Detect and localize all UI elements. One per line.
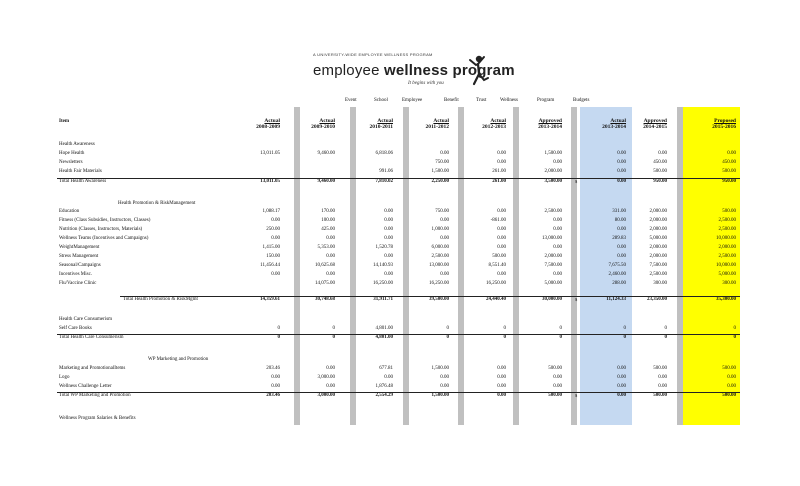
column-header (220, 118, 280, 130)
column-header-label: Actual (264, 118, 280, 124)
table-cell: 0.00 (384, 236, 393, 241)
table-cell: 1,876.48 (375, 384, 393, 389)
table-cell: 0.00 (326, 366, 335, 371)
table-cell: 5,000.00 (718, 272, 736, 277)
column-header (607, 118, 667, 130)
table-cell: 0.00 (440, 218, 449, 223)
table-cell: 0.00 (617, 254, 626, 259)
row-label: Fitness (Class Subsidies, Instructors, Classes) (59, 218, 151, 223)
table-cell: 23,350.00 (647, 297, 667, 302)
table-cell: 0 (623, 335, 626, 340)
row-label: Stress Management (59, 254, 99, 259)
table-cell: 13,011.05 (260, 179, 280, 184)
table-cell: 0.00 (658, 384, 667, 389)
total-rule (57, 334, 740, 335)
table-cell: 2,000.00 (649, 218, 667, 223)
table-cell: 1,520.78 (375, 245, 393, 250)
table-cell: 0.00 (384, 254, 393, 259)
table-cell: 500.00 (722, 209, 736, 214)
table-cell: 3,000.00 (317, 393, 335, 398)
table-cell: 0.00 (497, 151, 506, 156)
row-label: Hope Health (59, 151, 85, 156)
column-header-label: Actual (377, 118, 393, 124)
table-cell: 500.00 (722, 393, 736, 398)
table-cell: 0.00 (440, 384, 449, 389)
column-header-year: 2012-2013 (482, 124, 506, 130)
row-label: Total Health Care Consumerism (59, 335, 124, 340)
table-cell: 425.00 (321, 227, 335, 232)
table-cell: 1,000.00 (431, 227, 449, 232)
table-cell: 2,500.00 (649, 272, 667, 277)
row-label: Total Health Awareness (59, 179, 107, 184)
table-cell: 2,000.00 (544, 169, 562, 174)
table-cell: 2,500.00 (544, 209, 562, 214)
table-cell: 7,500.00 (544, 263, 562, 268)
column-header (389, 118, 449, 130)
table-cell: 2,000.00 (649, 245, 667, 250)
table-cell: 450.00 (722, 160, 736, 165)
column-header-year: 2013-2014 (602, 124, 626, 130)
column-header-label: Proposed (714, 118, 736, 124)
table-cell: 14,075.00 (315, 281, 335, 286)
row-label: Nutrition (Classes, Instructors, Materials) (59, 227, 143, 232)
column-header-year: 2009-2010 (311, 124, 335, 130)
row-label: Logo (59, 375, 70, 380)
table-cell: 500.00 (548, 393, 562, 398)
table-cell: 2,554.29 (375, 393, 393, 398)
caption-word: Event (345, 98, 357, 103)
row-label: Health Fair Materials (59, 169, 102, 174)
table-cell: 0.00 (384, 227, 393, 232)
table-cell: 16,250.00 (486, 281, 506, 286)
table-cell: 4,801.00 (375, 335, 393, 340)
table-cell: 0.00 (440, 151, 449, 156)
currency-symbol: $ (575, 297, 578, 302)
table-cell: 0.00 (271, 272, 280, 277)
table-cell: 261.00 (492, 169, 506, 174)
column-header (333, 118, 393, 130)
table-cell: 0 (446, 335, 449, 340)
table-cell: 0.00 (271, 384, 280, 389)
table-cell: 288.00 (612, 281, 626, 286)
table-cell: 0.00 (384, 209, 393, 214)
table-cell: 11,456.44 (260, 263, 280, 268)
table-cell: 1,500.00 (431, 366, 449, 371)
table-cell: 30,000.00 (542, 297, 562, 302)
table-cell: 0.00 (553, 384, 562, 389)
table-cell: 0.00 (658, 375, 667, 380)
table-cell: 0.00 (497, 160, 506, 165)
table-cell: 0.00 (553, 245, 562, 250)
table-cell: 9,460.00 (317, 179, 335, 184)
table-cell: 0.00 (384, 218, 393, 223)
row-label: Health Care Consumerism (59, 317, 113, 322)
table-cell: 7,675.50 (608, 263, 626, 268)
table-cell: 9,460.00 (317, 151, 335, 156)
column-header-label: Approved (643, 118, 667, 124)
table-cell: 31,911.71 (373, 297, 393, 302)
logo-tagline: It begins with you (408, 81, 444, 86)
table-cell: 991.06 (379, 169, 393, 174)
table-cell: 0.00 (727, 151, 736, 156)
table-cell: 14,140.93 (373, 263, 393, 268)
table-cell: 0 (733, 335, 736, 340)
table-cell: 500.00 (722, 169, 736, 174)
table-cell: 5,000.00 (649, 236, 667, 241)
table-cell: 0.00 (440, 272, 449, 277)
table-cell: 500.00 (492, 254, 506, 259)
row-label: Newsletters (59, 160, 83, 165)
table-cell: 500.00 (653, 393, 667, 398)
table-cell: 203.46 (266, 393, 280, 398)
table-cell: 0.00 (617, 169, 626, 174)
row-label: Wellness Challenge Letter (59, 384, 112, 389)
table-cell: 6,000.00 (431, 245, 449, 250)
table-cell: 0.00 (497, 236, 506, 241)
table-cell: 80.00 (614, 218, 626, 223)
table-cell: 950.00 (653, 179, 667, 184)
row-label: Wellness Program Salaries & Benefits (59, 416, 136, 421)
table-cell: 150.00 (266, 254, 280, 259)
table-cell: 0 (503, 326, 506, 331)
table-cell: 0.00 (553, 160, 562, 165)
row-label: Total WP Marketing and Promotion (59, 393, 131, 398)
jumping-person-icon (465, 54, 491, 88)
table-cell: 2,500.00 (718, 227, 736, 232)
table-cell: 0 (332, 335, 335, 340)
table-cell: 0.00 (727, 375, 736, 380)
column-header-year: 2011-2012 (425, 124, 449, 130)
table-cell: 2,000.00 (718, 245, 736, 250)
table-cell: 2,500.00 (431, 254, 449, 259)
table-cell: 0.00 (440, 236, 449, 241)
table-cell: 0.00 (497, 375, 506, 380)
item-column-header: Item (59, 119, 69, 124)
table-cell: 0.00 (326, 236, 335, 241)
table-cell: 0 (503, 335, 506, 340)
table-cell: 0.00 (497, 366, 506, 371)
table-cell: 0 (559, 326, 562, 331)
table-cell: 0 (277, 326, 280, 331)
table-cell: 0 (664, 335, 667, 340)
table-cell: 0.00 (271, 218, 280, 223)
table-cell: 10,625.68 (315, 263, 335, 268)
table-cell: 2,000.00 (649, 209, 667, 214)
table-cell: 13,000.00 (429, 263, 449, 268)
table-cell: 1,088.17 (262, 209, 280, 214)
table-cell: 7,500.00 (649, 263, 667, 268)
row-label: Health Awareness (59, 142, 95, 147)
table-cell: 1,415.00 (262, 245, 280, 250)
table-cell: 24,440.40 (486, 297, 506, 302)
table-cell: 677.81 (379, 366, 393, 371)
table-cell: 0 (733, 326, 736, 331)
total-rule (120, 296, 740, 297)
table-cell: 0.00 (271, 375, 280, 380)
total-rule (57, 178, 740, 179)
table-cell: 6,818.06 (375, 151, 393, 156)
table-cell: 3,000.00 (317, 375, 335, 380)
table-cell: 203.46 (266, 366, 280, 371)
column-header (446, 118, 506, 130)
column-header (502, 118, 562, 130)
column-header-year: 2015-2016 (712, 124, 736, 130)
table-cell: 0.00 (326, 254, 335, 259)
column-header-label: Actual (610, 118, 626, 124)
column-header-year: 2010-2011 (369, 124, 393, 130)
caption-word: Budgets (573, 98, 590, 103)
table-cell: 0.00 (617, 245, 626, 250)
caption-word: Program (537, 98, 555, 103)
table-cell: 300.00 (653, 281, 667, 286)
row-label: Flu/Vaccine Clinic (59, 281, 97, 286)
caption-word: Benefit (444, 98, 459, 103)
row-label: WeightManagement (59, 245, 100, 250)
column-header-year: 2008-2009 (256, 124, 280, 130)
table-cell: 750.00 (435, 209, 449, 214)
row-label: Education (59, 209, 80, 214)
table-cell: 0.00 (617, 151, 626, 156)
table-cell: 10,000.00 (716, 236, 736, 241)
table-cell: 0 (332, 326, 335, 331)
row-label: Total Health Promotion & RiskMgmt (123, 297, 198, 302)
table-cell: 2,460.00 (608, 272, 626, 277)
row-label: Wellness Teams (Incentives and Campaigns) (59, 236, 149, 241)
table-cell: 0.00 (384, 375, 393, 380)
table-cell: 0.00 (497, 227, 506, 232)
table-cell: 500.00 (722, 366, 736, 371)
row-label: Marketing and PromotionalItems (59, 366, 126, 371)
table-cell: 500.00 (653, 169, 667, 174)
table-cell: 0.00 (617, 179, 626, 184)
table-cell: 0 (277, 335, 280, 340)
caption-word: Trust (476, 98, 487, 103)
table-cell: 2,250.00 (431, 179, 449, 184)
table-cell: 0.00 (497, 272, 506, 277)
table-cell: 3,500.00 (544, 179, 562, 184)
table-cell: 0.00 (271, 236, 280, 241)
table-cell: 0.00 (440, 375, 449, 380)
table-cell: 289.83 (612, 236, 626, 241)
row-label: Health Promotion & RiskManagement (118, 201, 196, 206)
caption-word: Wellness (500, 98, 518, 103)
column-header-label: Approved (538, 118, 562, 124)
table-cell: 0.00 (617, 393, 626, 398)
column-header-label: Actual (433, 118, 449, 124)
table-cell: 0.00 (658, 151, 667, 156)
table-cell: 1,500.00 (544, 151, 562, 156)
table-cell: 2,500.00 (718, 218, 736, 223)
table-cell: 2,500.00 (718, 254, 736, 259)
table-cell: 13,011.05 (260, 151, 280, 156)
table-cell: 4,801.00 (375, 326, 393, 331)
table-cell: 331.00 (612, 209, 626, 214)
table-cell: 2,000.00 (544, 254, 562, 259)
table-cell: 0.00 (384, 272, 393, 277)
table-cell: 11,124.33 (606, 297, 626, 302)
caption-word: Employee (402, 98, 423, 103)
table-cell: 35,300.00 (716, 297, 736, 302)
table-cell: 0.00 (617, 366, 626, 371)
table-cell: 7,810.02 (375, 179, 393, 184)
table-cell: 950.00 (722, 179, 736, 184)
table-cell: 0.00 (497, 245, 506, 250)
table-cell: 2,000.00 (649, 227, 667, 232)
table-cell: 500.00 (548, 366, 562, 371)
caption-word: School (374, 98, 388, 103)
table-cell: 0.00 (617, 375, 626, 380)
row-label: WP Marketing and Promotion (148, 357, 209, 362)
table-cell: -861.00 (490, 218, 506, 223)
table-cell: 100.00 (321, 218, 335, 223)
table-cell: 261.00 (492, 179, 506, 184)
table-cell: 0.00 (497, 384, 506, 389)
table-cell: 5,000.00 (544, 281, 562, 286)
table-cell: 0.00 (617, 160, 626, 165)
currency-symbol: $ (575, 393, 578, 398)
table-cell: 450.00 (653, 160, 667, 165)
table-cell: 14,359.61 (260, 297, 280, 302)
column-header-year: 2013-2014 (538, 124, 562, 130)
table-cell: 0.00 (553, 227, 562, 232)
table-cell: 300.00 (722, 281, 736, 286)
table-cell: 0.00 (326, 272, 335, 277)
total-rule (57, 392, 740, 393)
logo-brand-light: employee (313, 62, 385, 79)
table-cell: 0.00 (553, 272, 562, 277)
column-header-label: Actual (319, 118, 335, 124)
table-cell: 170.00 (321, 209, 335, 214)
table-cell: 13,000.00 (542, 236, 562, 241)
column-header-year: 2014-2015 (643, 124, 667, 130)
table-cell: 0 (623, 326, 626, 331)
table-cell: 10,000.00 (716, 263, 736, 268)
row-label: Incentives Misc. (59, 272, 93, 277)
table-cell: 0.00 (617, 384, 626, 389)
table-cell: 0 (664, 326, 667, 331)
table-cell: 30,748.68 (315, 297, 335, 302)
table-cell: 0.00 (727, 384, 736, 389)
table-cell: 750.00 (435, 160, 449, 165)
logo-subtitle: A UNIVERSITY-WIDE EMPLOYEE WELLNESS PROGRAM (313, 52, 433, 57)
table-cell: 0.00 (617, 227, 626, 232)
table-cell: 0 (446, 326, 449, 331)
table-cell: 0.00 (497, 393, 506, 398)
table-cell: 16,250.00 (429, 281, 449, 286)
table-cell: 39,500.00 (429, 297, 449, 302)
logo-brand-bold: wellness program (384, 62, 515, 79)
currency-symbol: $ (575, 179, 578, 184)
table-cell: 0 (559, 335, 562, 340)
table-cell: 0.00 (326, 384, 335, 389)
row-label: Self Care Books (59, 326, 92, 331)
table-cell: 1,500.00 (431, 393, 449, 398)
table-cell: 8,551.40 (488, 263, 506, 268)
table-cell: 0.00 (553, 218, 562, 223)
table-cell: 1,500.00 (431, 169, 449, 174)
table-cell: 5,353.00 (317, 245, 335, 250)
table-cell: 0.00 (553, 375, 562, 380)
row-label: Seasonal/Campaigns (59, 263, 101, 268)
table-cell: 16,250.00 (373, 281, 393, 286)
column-header (275, 118, 335, 130)
column-header (676, 118, 736, 130)
table-cell: 250.00 (266, 227, 280, 232)
column-header-label: Actual (490, 118, 506, 124)
table-cell: 500.00 (653, 366, 667, 371)
table-cell: 0.00 (497, 209, 506, 214)
table-cell: 2,000.00 (649, 254, 667, 259)
